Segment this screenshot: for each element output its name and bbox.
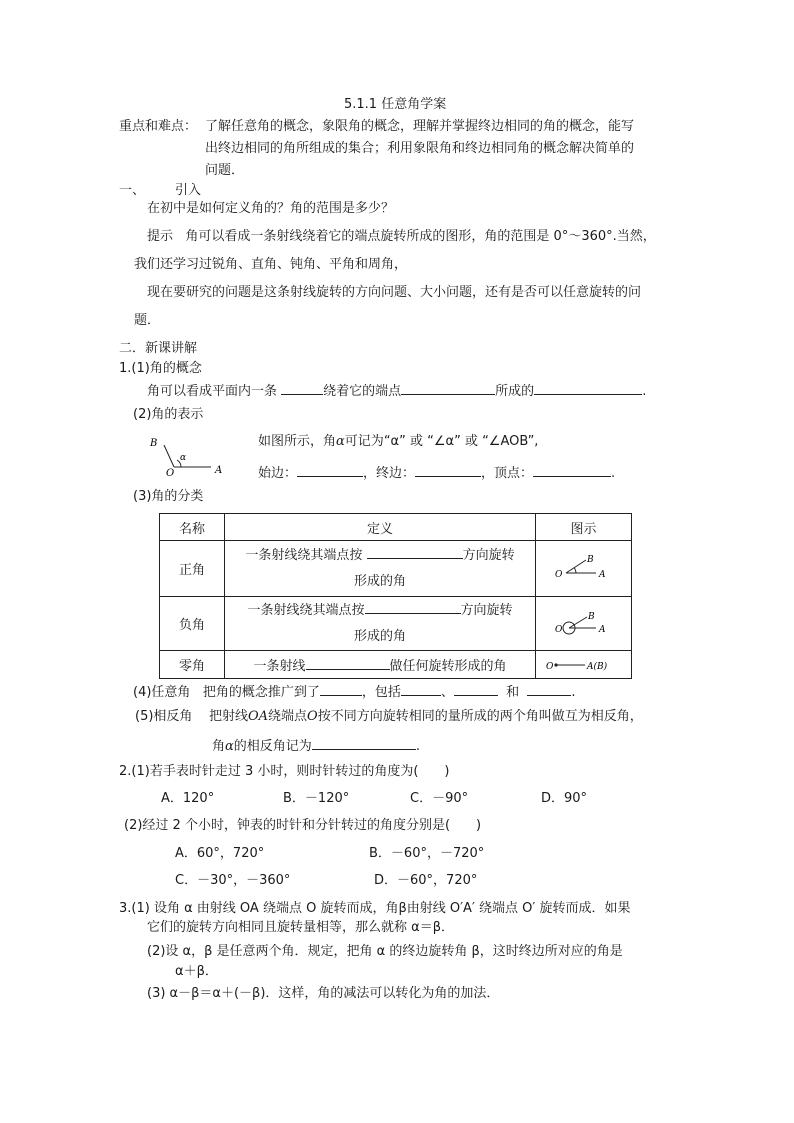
item4-part-a: 把角的概念推广到了 [202,685,320,700]
notation-part-b: 可记为 [344,434,384,449]
ray-name-oa: OA [247,709,269,724]
def-part-a: 一条射线绕其端点按 [245,547,363,563]
q2-2-option-d: D．－60°，720° [374,873,478,888]
def-part-a: 一条射线 [253,659,306,674]
section1-number: 一、 [119,183,146,198]
q2-2-option-b: B．－60°，－720° [369,846,485,861]
item4-part-b: ，包括 [361,685,401,700]
def-part-b: 做任何旋转形成的角 [389,659,507,674]
q3-line-4: α＋β． [175,964,218,979]
item1-heading: 1.(1)角的概念 [119,361,202,376]
blank-ray[interactable] [281,380,323,395]
label-o: O [554,624,562,635]
sides-line [258,462,615,483]
blank-figure[interactable] [534,380,642,395]
row-zero-definition [225,651,536,679]
blank-type-2[interactable] [454,681,498,696]
fig-label-a: A [215,465,223,476]
key-points-line-2: 出终边相同的角所组成的集合；利用象限角和终边相同角的概念解决简单的 [205,141,635,156]
blank-negative-direction[interactable] [365,599,461,614]
sides-end: . [611,466,616,481]
start-side-label: 始边： [258,466,298,481]
item4-end: . [571,685,576,700]
angle-classification-table [159,513,632,679]
section2-title: 二．新课讲解 [119,341,198,356]
row-positive-definition [225,541,536,597]
q3-line-2: 它们的旋转方向相同且旋转量相等，那么就称 α＝β． [147,920,454,935]
label-b: B [586,554,594,565]
label-o: O [545,661,553,672]
blank-type-3[interactable] [527,681,571,696]
blank-generalized[interactable] [320,681,362,696]
q3-line-1: 3.(1) 设角 α 由射线 OA 绕端点 O 旋转而成，角β由射线 O′A′ 绕端点 O′ 旋转而成．如果 [119,901,631,916]
q2-1-option-a: A．120° [161,791,215,806]
item4-label: (4)任意角 [133,685,191,700]
table-row [160,597,632,651]
alpha-symbol: α [225,739,234,754]
blank-rotation[interactable] [401,380,495,395]
q2-1-option-b: B．－120° [283,791,350,806]
blank-opposite-angle[interactable] [312,735,416,750]
q2-part2: (2)经过 2 个小时，钟表的时针和分针转过的角度分别是( ) [124,818,482,833]
item5-line [135,708,643,726]
label-a: A [598,569,605,580]
header-name: 名称 [160,514,225,541]
vertex-dot [554,663,557,666]
notation-line [258,433,538,451]
hint-line-4: 题． [134,313,161,328]
hint-text: 角可以看成一条射线绕着它的端点旋转所成的图形，角的范围是 0°～360°.当然， [185,229,656,244]
item3-heading: (3)角的分类 [133,489,204,504]
row-negative-figure [536,597,632,651]
row-negative-name: 负角 [160,597,225,651]
end-side-label: ，终边： [363,466,416,481]
row-zero-name: 零角 [160,651,225,679]
vertex-label: ，顶点： [481,466,534,481]
item4-part-c: 、 [440,685,454,700]
concept-end: . [642,384,647,399]
blank-positive-direction[interactable] [367,544,463,559]
item5-part-c: 按不同方向旋转相同的量所成的两个角叫做互为相反角， [317,709,643,724]
hint-line-3: 现在要研究的问题是这条射线旋转的方向问题、大小问题，还有是否可以任意旋转的问 [147,285,642,300]
blank-zero[interactable] [306,655,390,670]
item2-heading: (2)角的表示 [133,407,204,422]
point-name-o: O [307,709,318,724]
q3-line-5: (3) α－β＝α＋(－β)．这样，角的减法可以转化为角的加法． [147,986,500,1001]
positive-angle-figure [552,549,616,589]
row-zero-figure [536,651,632,679]
label-b: B [587,611,595,622]
hint-label: 提示 [147,229,174,244]
def-part-b: 方向旋转 [460,602,513,618]
positive-arc [574,567,576,573]
concept-part-c: 所成的 [495,384,535,399]
alpha-symbol: α [336,434,345,449]
label-o: O [554,569,562,580]
angle-notation-figure [145,432,227,478]
blank-start-side[interactable] [297,462,363,477]
page-title: 5.1.1 任意角学案 [344,97,447,112]
intro-question: 在初中是如何定义角的？角的范围是多少？ [147,201,395,216]
fig-label-b: B [150,438,158,449]
def-part-b: 方向旋转 [462,547,515,563]
table-header-row [160,514,632,541]
item5-part-e: 的相反角记为 [233,739,312,754]
row-negative-definition [225,597,536,651]
section1-title: 引入 [175,183,202,198]
row-positive-figure [536,541,632,597]
hint-line-1 [147,228,656,246]
fig-label-alpha: α [180,453,187,463]
def-part-a: 一条射线绕其端点按 [247,602,365,618]
zero-angle-figure [545,656,623,674]
notation-quotes: “α” 或 “∠α” 或 “∠AOB”, [383,434,539,449]
blank-vertex[interactable] [533,462,611,477]
q2-1-option-d: D．90° [541,791,588,806]
item5-part-d: 角 [212,739,226,754]
def-part-c: 形成的角 [353,628,406,644]
label-ab: A(B) [586,661,607,672]
blank-type-1[interactable] [401,681,441,696]
header-definition: 定义 [225,514,536,541]
key-points-line-1: 了解任意角的概念，象限角的概念，理解并掌握终边相同的角的概念，能写 [205,119,635,134]
ray-ob [164,445,174,467]
q2-2-option-c: C．－30°，－360° [175,873,291,888]
key-points-label: 重点和难点： [119,119,198,134]
concept-part-a: 角可以看成平面内一条 [147,384,278,399]
fig-label-o: O [166,468,175,478]
q2-part1: 2.(1)若手表时针走过 3 小时，则时针转过的角度为( ) [119,764,450,779]
header-figure: 图示 [536,514,632,541]
concept-line [147,380,646,401]
def-part-c: 形成的角 [353,573,406,589]
item4-part-d: 和 [506,685,520,700]
concept-part-b: 绕着它的端点 [323,384,402,399]
item5-part-a: 把射线 [208,709,248,724]
q2-1-option-c: C．－90° [410,791,469,806]
label-a: A [598,624,605,635]
table-row [160,651,632,679]
item5-line-2 [212,735,420,756]
negative-angle-figure [552,604,616,644]
blank-end-side[interactable] [415,462,481,477]
notation-part-a: 如图所示，角 [258,434,337,449]
q2-2-option-a: A．60°，720° [175,846,265,861]
key-points-line-3: 问题． [205,163,245,178]
row-positive-name: 正角 [160,541,225,597]
item5-label: (5)相反角 [135,709,193,724]
table-row [160,541,632,597]
item4-line [133,681,576,702]
hint-line-2: 我们还学习过锐角、直角、钝角、平角和周角， [134,257,408,272]
item5-part-b: 绕端点 [268,709,308,724]
item5-end: . [415,739,420,754]
q3-line-3: (2)设 α，β 是任意两个角．规定，把角 α 的终边旋转角 β，这时终边所对应的角是 [147,944,623,959]
